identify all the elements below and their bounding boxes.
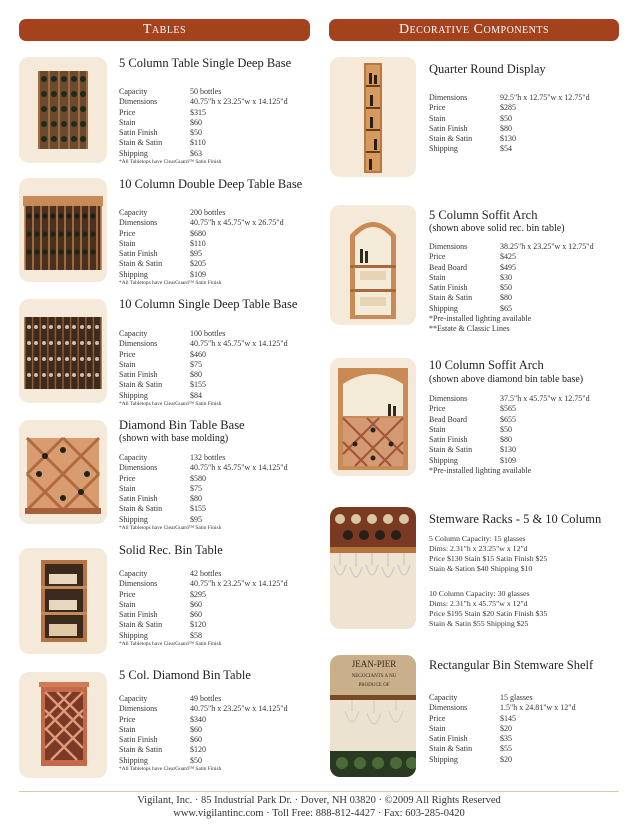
product-image-10-column-single-deep: [19, 299, 107, 403]
spec-row: Satin Finish $95: [119, 249, 202, 259]
spec-row: Dimensions 40.75"h x 23.25"w x 14.125"d: [119, 97, 288, 107]
spec-row: Price $315: [119, 107, 206, 117]
spec-row: Shipping $58: [119, 630, 202, 640]
spec-row: Stain & Satin $110: [119, 138, 206, 148]
footer-address: Vigilant, Inc. · 85 Industrial Park Dr. · Dover, NH 03820 · ©2009 All Rights Reserved: [137, 795, 501, 806]
spec-row: Shipping $65: [429, 303, 512, 313]
spec-row: Stain & Satin $155: [119, 380, 206, 390]
spec-row: Shipping $54: [429, 144, 512, 154]
product-image-diamond-bin-table: [19, 420, 107, 524]
spec-row: Satin Finish $35: [429, 734, 512, 744]
product-image-quarter-round-display: [330, 57, 416, 177]
spec-list: [429, 693, 576, 765]
spec-row: Stain & Satin $130: [429, 445, 516, 455]
spec-list: [119, 208, 284, 287]
product-subtitle: (shown with base molding): [119, 433, 229, 444]
spec-row: Satin Finish $60: [119, 610, 202, 620]
product-image-solid-rec-bin-table: [19, 548, 107, 654]
spec-row: Price $145: [429, 713, 516, 723]
footnote: *Pre-installed lighting available: [429, 466, 532, 476]
spec-row: Stain $50: [429, 424, 512, 434]
spec-row: Stain $60: [119, 117, 202, 127]
spec-row: Dimensions 1.5"h x 24.81"w x 12"d: [429, 703, 576, 713]
product-title: 5 Col. Diamond Bin Table: [119, 668, 251, 682]
spec-row: Satin Finish $60: [119, 735, 202, 745]
spec-row: Shipping $63: [119, 148, 202, 158]
spec-row: Stain & Satin $120: [119, 620, 206, 630]
spec-list: [119, 569, 288, 648]
crate-label-line-3: PRODUCE OF: [358, 683, 390, 688]
spec-row: Price $295: [119, 589, 206, 599]
finish-note: *All Tabletops have ClearGuard™ Satin Finish: [119, 280, 222, 287]
spec-list: [119, 453, 288, 532]
finish-note: *All Tabletops have ClearGuard™ Satin Finish: [119, 401, 222, 408]
spec-row: Dimensions 40.75"h x 23.25"w x 14.125"d: [119, 704, 288, 714]
spec-list: [429, 93, 590, 155]
product-image-10-column-double-deep: [19, 178, 107, 282]
footer-divider: [19, 791, 619, 792]
spec-row: Satin Finish $50: [429, 283, 512, 293]
spec-row: Dimensions 92.5"h x 12.75"w x 12.75"d: [429, 93, 590, 102]
spec-row: Capacity 49 bottles: [119, 694, 222, 703]
spec-row: Stain & Satin $205: [119, 259, 206, 269]
spec-row: Dimensions 38.25"h x 23.25"w x 12.75"d: [429, 242, 594, 251]
spec-row: Capacity 50 bottles: [119, 87, 222, 96]
product-image-5-col-diamond-bin-table: [19, 672, 107, 778]
spec-row: Stain $110: [119, 238, 206, 248]
spec-row: Satin Finish $80: [429, 123, 512, 133]
spec-row: Stain & Satin $130: [429, 134, 516, 144]
stemware-5-column-details: 5 Column Capacity: 15 glasses Dims: 2.31"h x 23.25"w x 12"d Price $130 Stain $15 Satin Finish $25 Stain & Sation $40 Shipping $10: [429, 534, 548, 573]
spec-list: [119, 87, 288, 166]
spec-row: Dimensions 40.75"h x 23.25"w x 14.125"d: [119, 579, 288, 589]
decorative-components-header: Decorative Components: [329, 19, 619, 41]
spec-row: Shipping $109: [119, 269, 206, 279]
spec-list: [119, 329, 288, 408]
crate-label-line-2: NEGOCIANTS A NU: [351, 674, 397, 679]
spec-row: Capacity 100 bottles: [119, 329, 226, 338]
spec-row: Satin Finish $50: [119, 128, 202, 138]
spec-row: Stain & Satin $155: [119, 504, 206, 514]
spec-row: Bead Board $655: [429, 414, 516, 424]
spec-row: Capacity 132 bottles: [119, 453, 226, 462]
spec-row: Dimensions 37.5"h x 45.75"w x 12.75"d: [429, 394, 590, 403]
spec-row: Shipping $20: [429, 754, 512, 764]
product-title: Rectangular Bin Stemware Shelf: [429, 658, 594, 672]
product-image-10-column-soffit-arch: [330, 358, 416, 476]
footnote: **Estate & Classic Lines: [429, 324, 510, 334]
spec-row: Price $680: [119, 228, 206, 238]
product-image-rectangular-bin-stemware-shelf: [330, 655, 416, 777]
spec-row: Stain $75: [119, 483, 202, 493]
spec-row: Shipping $50: [119, 755, 202, 765]
spec-row: Shipping $95: [119, 514, 202, 524]
product-title: 5 Column Table Single Deep Base: [119, 56, 292, 70]
spec-row: Stain $60: [119, 724, 202, 734]
spec-row: Stain $30: [429, 272, 512, 282]
spec-row: Stain & Satin $80: [429, 293, 512, 303]
spec-row: Dimensions 40.75"h x 45.75"w x 14.125"d: [119, 339, 288, 349]
product-image-5-column-table: [19, 57, 107, 163]
finish-note: *All Tabletops have ClearGuard™ Satin Finish: [119, 525, 222, 532]
spec-list: [119, 694, 288, 773]
finish-note: *All Tabletops have ClearGuard™ Satin Finish: [119, 641, 222, 648]
product-subtitle: (shown above solid rec. bin table): [429, 223, 565, 234]
spec-row: Stain $75: [119, 359, 202, 369]
spec-row: Satin Finish $80: [429, 435, 512, 445]
spec-row: Price $340: [119, 714, 206, 724]
product-image-stemware-racks: [330, 507, 416, 629]
product-title: Quarter Round Display: [429, 62, 546, 76]
spec-row: Capacity 42 bottles: [119, 569, 222, 578]
product-subtitle: (shown above diamond bin table base): [429, 374, 584, 385]
spec-row: Capacity 15 glasses: [429, 693, 533, 702]
spec-row: Stain $60: [119, 599, 202, 609]
spec-row: Stain & Satin $55: [429, 744, 512, 754]
finish-note: *All Tabletops have ClearGuard™ Satin Finish: [119, 766, 222, 773]
spec-list: [429, 242, 594, 335]
footnote: *Pre-installed lighting available: [429, 314, 532, 324]
product-title: 10 Column Double Deep Table Base: [119, 177, 303, 191]
spec-row: Stain $50: [429, 113, 512, 123]
product-image-5-column-soffit-arch: [330, 205, 416, 325]
spec-row: Price $425: [429, 252, 516, 262]
product-title: 10 Column Single Deep Table Base: [119, 297, 298, 311]
product-title: 10 Column Soffit Arch: [429, 358, 544, 372]
spec-row: Dimensions 40.75"h x 45.75"w x 14.125"d: [119, 463, 288, 473]
product-title: Stemware Racks - 5 & 10 Column: [429, 512, 602, 526]
spec-row: Price $460: [119, 349, 206, 359]
spec-row: Shipping $84: [119, 390, 202, 400]
spec-row: Satin Finish $80: [119, 370, 202, 380]
spec-row: Satin Finish $80: [119, 494, 202, 504]
spec-list: [429, 394, 590, 476]
spec-row: Price $565: [429, 404, 516, 414]
spec-row: Stain $20: [429, 723, 512, 733]
product-title: Solid Rec. Bin Table: [119, 543, 223, 557]
spec-row: Bead Board $495: [429, 262, 516, 272]
tables-header: Tables: [19, 19, 310, 41]
spec-row: Capacity 200 bottles: [119, 208, 226, 217]
product-title: Diamond Bin Table Base: [119, 418, 245, 432]
product-title: 5 Column Soffit Arch: [429, 208, 538, 222]
spec-row: Price $580: [119, 473, 206, 483]
spec-row: Shipping $109: [429, 455, 516, 465]
stemware-10-column-details: 10 Column Capacity: 30 glasses Dims: 2.31"h x 45.75"w x 12"d Price $195 Stain $20 Satin Finish $35 Stain & Satin $55 Shipping $25: [429, 589, 548, 628]
spec-row: Price $285: [429, 103, 516, 113]
finish-note: *All Tabletops have ClearGuard™ Satin Finish: [119, 159, 222, 166]
spec-row: Dimensions 40.75"h x 45.75"w x 26.75"d: [119, 218, 284, 228]
crate-label-line-1: JEAN-PIER: [351, 659, 397, 669]
spec-row: Stain & Satin $120: [119, 745, 206, 755]
footer-contact: www.vigilantinc.com · Toll Free: 888-812-4427 · Fax: 603-285-0420: [173, 808, 465, 819]
